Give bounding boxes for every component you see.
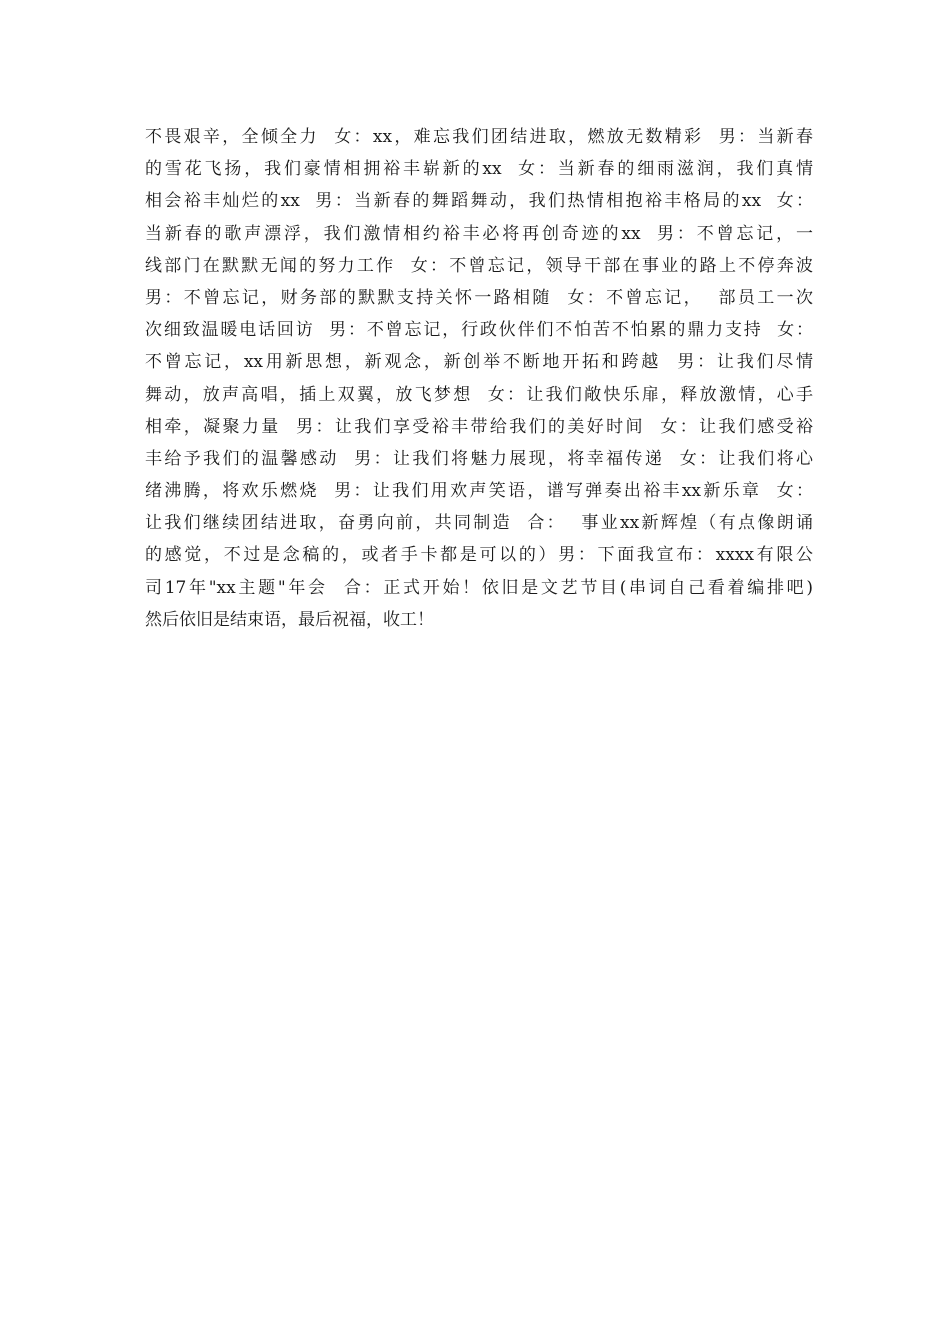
text-line: 当新春的歌声漂浮，我们激情相约裕丰必将再创奇迹的xx 男：不曾忘记，一 [145,223,813,244]
text-line: 的感觉，不过是念稿的，或者手卡都是可以的）男：下面我宣布：xxxx有限公 [145,545,813,566]
text-line: 男：不曾忘记，财务部的默默支持关怀一路相随 女：不曾忘记， 部员工一次 [145,287,813,308]
text-line: 线部门在默默无闻的努力工作 女：不曾忘记，领导干部在事业的路上不停奔波 [145,255,813,276]
text-line: 绪沸腾，将欢乐燃烧 男：让我们用欢声笑语，谱写弹奏出裕丰xx新乐章 女： [145,481,813,502]
text-line: 次细致温暖电话回访 男：不曾忘记，行政伙伴们不怕苦不怕累的鼎力支持 女： [145,320,813,341]
text-line: 相牵，凝聚力量 男：让我们享受裕丰带给我们的美好时间 女：让我们感受裕 [145,416,813,437]
text-line: 相会裕丰灿烂的xx 男：当新春的舞蹈舞动，我们热情相抱裕丰格局的xx 女： [145,191,813,212]
text-line: 然后依旧是结束语，最后祝福，收工！ [145,609,434,630]
text-line: 不畏艰辛，全倾全力 女：xx，难忘我们团结进取，燃放无数精彩 男：当新春 [145,127,813,147]
text-line: 不曾忘记，xx用新思想，新观念，新创举不断地开拓和跨越 男：让我们尽情 [145,352,813,373]
text-line: 丰给予我们的温馨感动 男：让我们将魅力展现，将幸福传递 女：让我们将心 [145,448,813,469]
text-line: 舞动，放声高唱，插上双翼，放飞梦想 女：让我们敞快乐扉，释放激情，心手 [145,384,813,405]
text-line: 的雪花飞扬，我们豪情相拥裕丰崭新的xx 女：当新春的细雨滋润，我们真情 [145,159,813,180]
text-line: 司17年"xx主题"年会 合：正式开始！依旧是文艺节目(串词自己看着编排吧) [145,577,813,598]
script-text [145,121,813,636]
text-line: 让我们继续团结进取，奋勇向前，共同制造 合： 事业xx新辉煌（有点像朗诵 [145,513,813,534]
